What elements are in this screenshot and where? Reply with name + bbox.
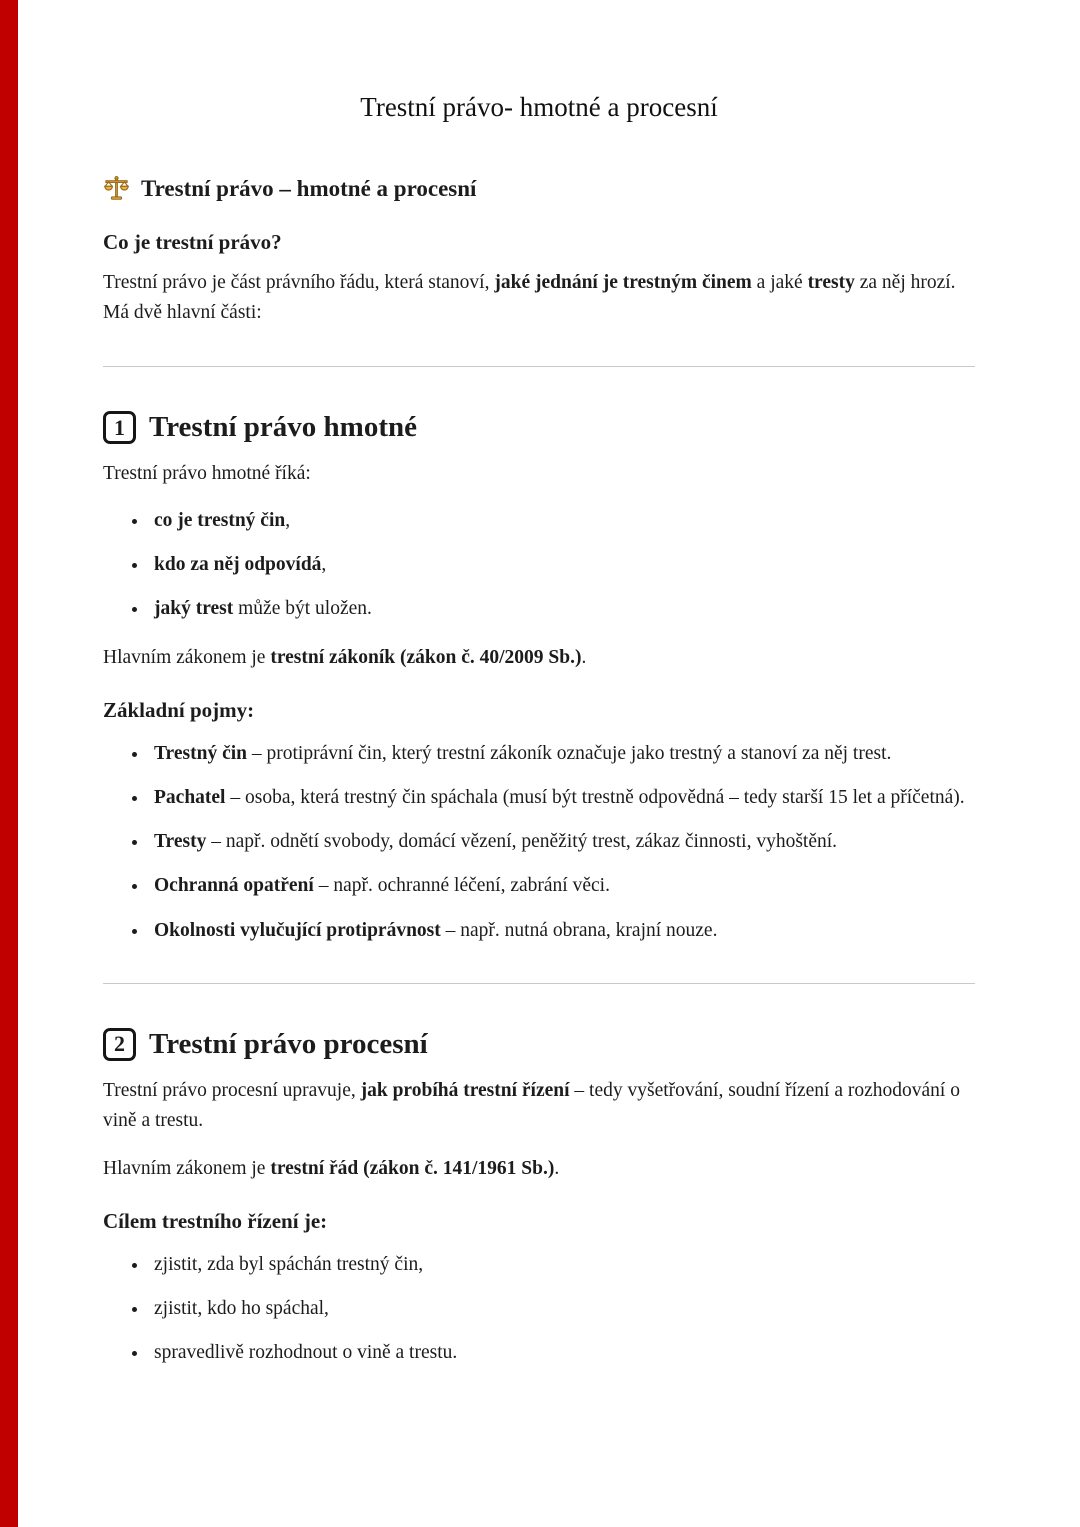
text-run: – tedy vyšetřování, soudní řízení a rozhodování o vině a trestu. (103, 1079, 960, 1132)
text-run-bold: tresty (807, 272, 855, 293)
list-item (149, 783, 975, 812)
text-run: Hlavním zákonem je (103, 647, 271, 669)
text-run: Hlavním zákonem je (103, 1158, 271, 1180)
overview-heading (103, 175, 975, 202)
list-item (149, 739, 975, 768)
section-divider (103, 983, 975, 984)
text-run-bold: trestní zákoník (zákon č. 40/2009 Sb.) (270, 647, 582, 669)
text-run: Trestní právo procesní upravuje, (103, 1079, 361, 1101)
goals-list (149, 1250, 975, 1368)
list-item (149, 916, 975, 945)
overview-heading-text: Trestní právo – hmotné a procesní (141, 175, 477, 201)
section2-law-paragraph (103, 1154, 975, 1184)
section1-law-paragraph (103, 643, 975, 673)
text-run: . (581, 647, 587, 669)
section1-bullet-list (149, 506, 975, 624)
list-item: • zjistit, zda byl spáchán trestný čin, (149, 1250, 975, 1279)
list-item (149, 827, 975, 856)
list-item (149, 506, 975, 535)
section1-title: Trestní právo hmotné (149, 411, 417, 444)
text-run-bold: kdo za něj odpovídá (154, 553, 322, 575)
list-item: • spravedlivě rozhodnout o vině a trestu. (149, 1338, 975, 1367)
term-name: Ochranná opatření (154, 875, 314, 897)
list-item (149, 594, 975, 623)
section1-heading (103, 411, 975, 444)
term-name: Pachatel (154, 786, 226, 808)
term-definition: – např. ochranné léčení, zabrání věci. (313, 875, 610, 897)
section2-heading (103, 1028, 975, 1061)
term-name: Okolnosti vylučující protiprávnost (154, 919, 441, 941)
keycap-one-icon: 1 (103, 411, 136, 444)
text-run: může být uložen. (233, 598, 372, 620)
section2-paragraph (103, 1076, 975, 1136)
text-run-bold: jaký trest (154, 598, 234, 620)
terms-heading: Základní pojmy: (103, 697, 255, 722)
text-run: a jaké (751, 272, 808, 293)
text-run: za něj hrozí. Má dvě hlavní části: (103, 272, 956, 324)
term-definition: – např. odnětí svobody, domácí vězení, peněžitý trest, zákaz činnosti, vyhoštění. (206, 831, 838, 853)
term-definition: – např. nutná obrana, krajní nouze. (440, 919, 718, 941)
text-run: . (554, 1158, 560, 1180)
text-run-bold: jaké jednání je trestným činem (494, 272, 752, 293)
term-name: Trestný čin (154, 742, 247, 764)
term-definition: – osoba, která trestný čin spáchala (musí být trestně odpovědná – tedy starší 15 let a příčetná). (225, 786, 965, 808)
text-run-bold: co je trestný čin (154, 509, 286, 531)
text-run-bold: jak probíhá trestní řízení (360, 1079, 570, 1101)
section2-title: Trestní právo procesní (149, 1027, 428, 1060)
left-accent-bar (0, 0, 18, 1527)
section1-lead: Trestní právo hmotné říká: (103, 463, 311, 485)
term-definition: – protiprávní čin, který trestní zákoník označuje jako trestný a stanoví za něj trest. (247, 742, 892, 764)
list-item: • zjistit, kdo ho spáchal, (149, 1294, 975, 1323)
list-item (149, 871, 975, 900)
document-title: Trestní právo- hmotné a procesní (360, 92, 718, 122)
text-run: Trestní právo je část právního řádu, která stanoví, (103, 272, 495, 293)
scales-of-justice-icon (103, 175, 130, 202)
text-run-bold: trestní řád (zákon č. 141/1961 Sb.) (270, 1158, 555, 1180)
section-divider (103, 366, 975, 367)
term-name: Tresty (154, 831, 207, 853)
overview-paragraph (103, 268, 975, 328)
keycap-two-icon: 2 (103, 1028, 136, 1061)
question-heading: Co je trestní právo? (103, 230, 282, 254)
text-run: , (321, 553, 327, 575)
list-item (149, 550, 975, 579)
text-run: , (285, 509, 291, 531)
goals-heading: Cílem trestního řízení je: (103, 1208, 328, 1233)
terms-list (149, 739, 975, 945)
